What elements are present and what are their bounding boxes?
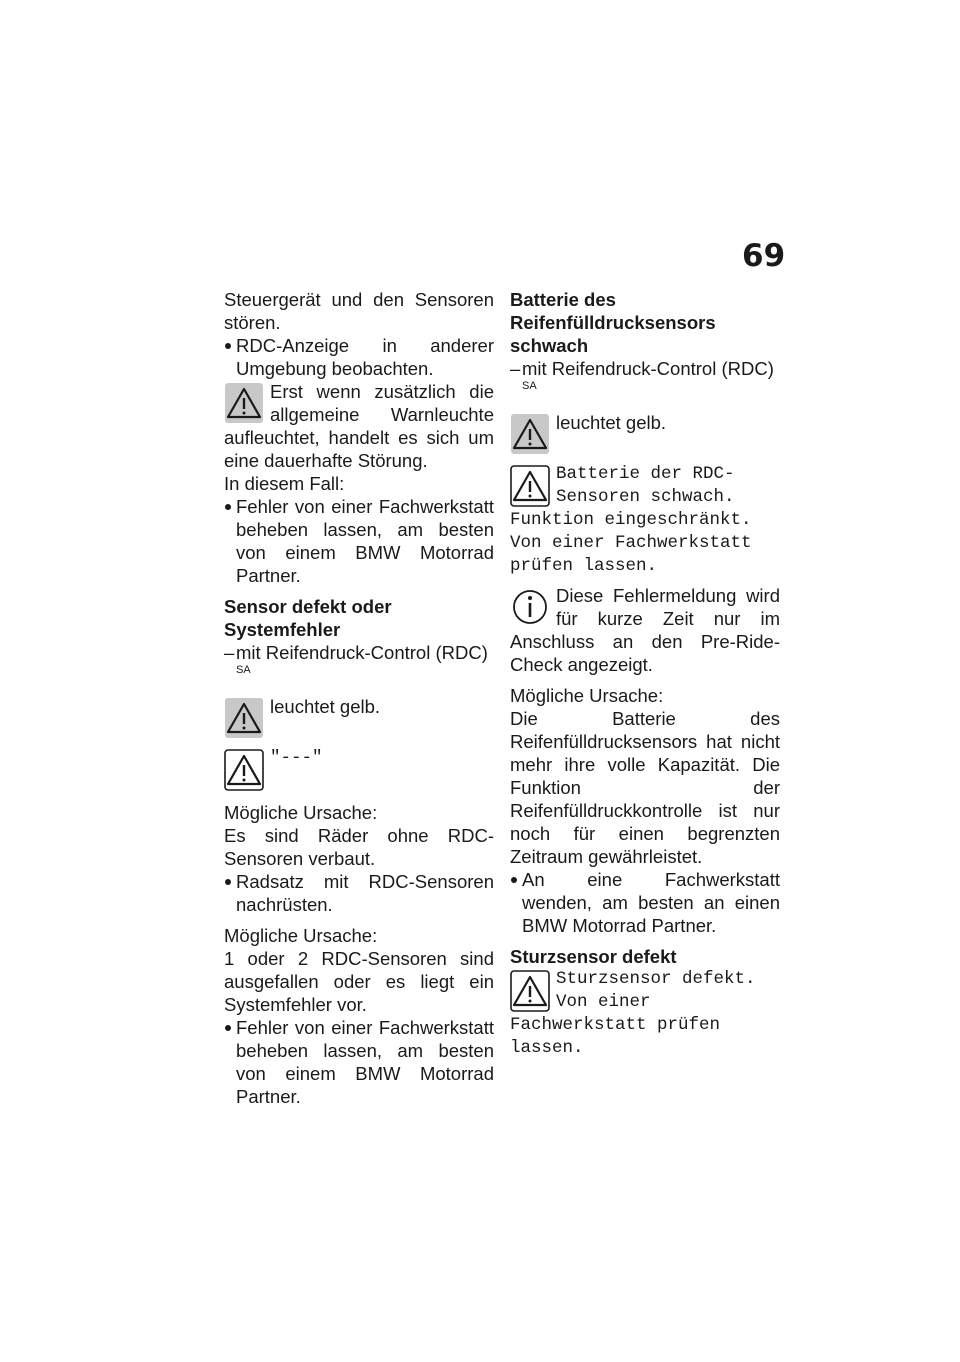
warning-note (224, 380, 494, 472)
left-column (224, 288, 494, 1108)
bullet-item: An eine Fachwerkstatt wenden, am besten an einen BMW Motorrad Partner. (510, 868, 780, 937)
cause-label: Mögliche Ursache: (224, 925, 378, 946)
dash-item (224, 641, 494, 687)
cause-text: 1 oder 2 RDC-Sensoren sind ausgefallen oder es liegt ein Systemfehler vor. (224, 948, 494, 1015)
warning-triangle-outline-icon (510, 970, 550, 1012)
warning-triangle-outline-icon (224, 749, 264, 791)
warning-triangle-filled-icon (224, 382, 264, 424)
cause-text: Die Batterie des Reifenfülldrucksensors hat nicht mehr ihre volle Kapazität. Die Funktion der Reifenfülldruckkontrolle ist nur noch für einen begrenzten Zeitraum gewährleistet. (510, 708, 780, 867)
bullet-item: Fehler von einer Fachwerkstatt beheben lassen, am besten von einem BMW Motorrad Partner. (224, 1016, 494, 1108)
display-text: "---" (270, 748, 323, 768)
right-column (510, 288, 780, 1060)
page-number: 69 (742, 238, 786, 274)
info-text: Diese Fehlermeldung wird für kurze Zeit nur im Anschluss an den Pre-Ride-Check angezeigt. (510, 585, 780, 675)
info-note (510, 584, 780, 676)
section-heading-crash-sensor: Sturzsensor defekt (510, 946, 677, 967)
bullet-item: Fehler von einer Fachwerkstatt beheben lassen, am besten von einem BMW Motorrad Partner. (224, 495, 494, 587)
intro-text: Steuergerät und den Sensoren stören. (224, 289, 494, 333)
bullet-item: RDC-Anzeige in anderer Umgebung beobachten. (224, 334, 494, 380)
warning-triangle-filled-icon (510, 413, 550, 455)
warning-triangle-filled-icon (224, 697, 264, 739)
yellow-text: leuchtet gelb. (270, 696, 381, 717)
dash-text: mit Reifendruck-Control (RDC) (522, 358, 774, 379)
crash-message: Sturzsensor defekt. Von einer Fachwerkstatt prüfen lassen. (510, 969, 756, 1058)
section-heading-sensor-defect: Sensor defekt oder Systemfehler (224, 596, 392, 640)
warning-triangle-outline-icon (510, 465, 550, 507)
sa-superscript: SA (522, 380, 537, 392)
display-note (510, 463, 780, 578)
display-note (510, 968, 780, 1060)
cause-label: Mögliche Ursache: (224, 802, 378, 823)
display-message: Batterie der RDC-Sensoren schwach. Funktion eingeschränkt. Von einer Fachwerkstatt prüfen lassen. (510, 464, 752, 576)
yellow-text: leuchtet gelb. (556, 412, 667, 433)
section-heading-battery: Batterie des Reifenfülldrucksensors schwach (510, 289, 716, 356)
info-icon (510, 586, 550, 628)
warning-text: Erst wenn zusätzlich die allgemeine Warnleuchte aufleuchtet, handelt es sich um eine dauerhafte Störung. (224, 381, 494, 471)
bullet-item: Radsatz mit RDC-Sensoren nachrüsten. (224, 870, 494, 916)
dash-item (510, 357, 780, 403)
yellow-light-note (510, 411, 780, 457)
yellow-light-note (224, 695, 494, 741)
sa-superscript: SA (236, 664, 251, 676)
cause-text: Es sind Räder ohne RDC-Sensoren verbaut. (224, 825, 494, 869)
display-note (224, 747, 494, 793)
cause-label: Mögliche Ursache: (510, 685, 664, 706)
dash-text: mit Reifendruck-Control (RDC) (236, 642, 488, 663)
in-diesem-fall: In diesem Fall: (224, 473, 345, 494)
